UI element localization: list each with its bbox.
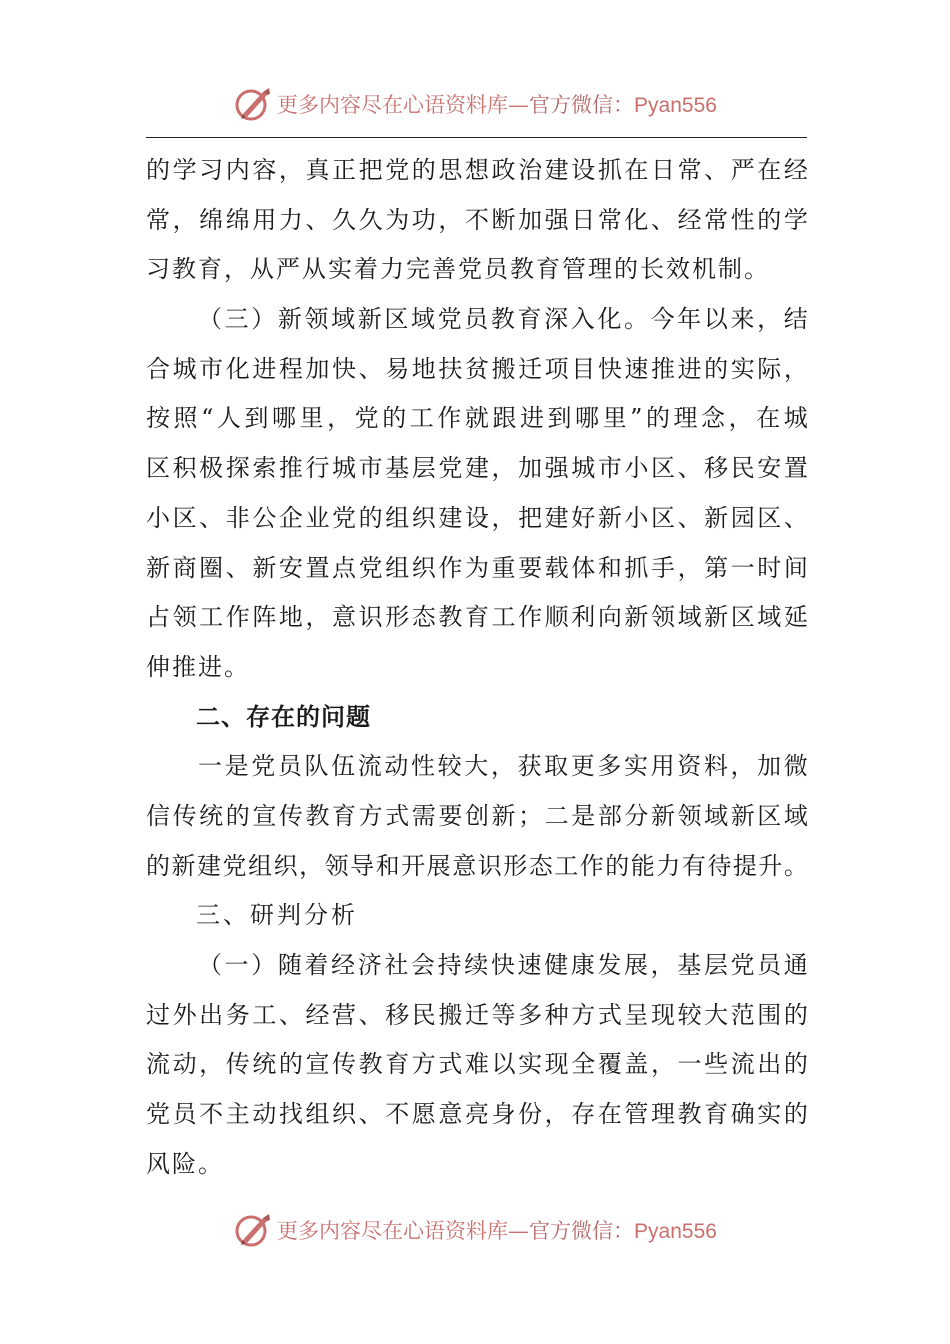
paragraph-line: （ 三 ） 新 领 域 新 区 域 党 员 教 育 深 入 化 。 今 年 以 来 ， 结 <box>198 305 808 334</box>
document-body <box>146 146 808 1189</box>
header-watermark <box>0 82 950 126</box>
footer-wechat-label: 官方微信： <box>529 1219 635 1243</box>
footer-separator: — <box>508 1219 530 1243</box>
paragraph-line: 党 员 不 主 动 找 组 织 、 不 愿 意 亮 身 份 ， 存 在 管 理 教 育 确 实 的 <box>146 1100 808 1129</box>
header-watermark-text <box>277 89 717 119</box>
paragraph-line: 常 ， 绵 绵 用 力 、 久 久 为 功 ， 不 断 加 强 日 常 化 、 经 常 性 的 学 <box>146 205 808 234</box>
paragraph-line: 的 学 习 内 容 ， 真 正 把 党 的 思 想 政 治 建 设 抓 在 日 常 、 严 在 经 <box>146 156 808 184</box>
paragraph-line: （ 一 ） 随 着 经 济 社 会 持 续 快 速 健 康 发 展 ， 基 层 党 员 通 <box>198 951 808 979</box>
paragraph-line: 一 是 党 员 队 伍 流 动 性 较 大 ， 获 取 更 多 实 用 资 料 ， 加 微 <box>198 752 808 781</box>
paragraph-line: 按 照 “ 人 到 哪 里 ， 党 的 工 作 就 跟 进 到 哪 里 ” 的 理 念 ， 在 城 <box>146 404 808 433</box>
paragraph-line: 占 领 工 作 阵 地 ， 意 识 形 态 教 育 工 作 顺 利 向 新 领 域 新 区 域 延 <box>146 603 808 632</box>
header-brand: 更多内容尽在心语资料库 <box>277 93 509 117</box>
section-heading: 二、存在的问题 <box>196 702 371 731</box>
paragraph-line: 过 外 出 务 工 、 经 营 、 移 民 搬 迁 等 多 种 方 式 呈 现 较 大 范 围 的 <box>146 1000 808 1029</box>
header-separator: — <box>508 93 530 117</box>
paragraph-line: 小 区 、 非 公 企 业 党 的 组 织 建 设 ， 把 建 好 新 小 区 、 新 园 区 、 <box>146 503 808 532</box>
section-heading: 三、研判分析 <box>196 901 358 930</box>
footer-watermark <box>0 1208 950 1252</box>
paragraph-line: 习教育，从严从实着力完善党员教育管理的长效机制。 <box>146 255 770 284</box>
paragraph-line: 合 城 市 化 进 程 加 快 、 易 地 扶 贫 搬 迁 项 目 快 速 推 进 的 实 际 ， <box>146 354 808 383</box>
paragraph-line: 新 商 圈 、 新 安 置 点 党 组 织 作 为 重 要 载 体 和 抓 手 ， 第 一 时 间 <box>146 553 808 582</box>
pen-logo-icon <box>233 84 273 124</box>
header-wechat-id: Pyan556 <box>634 94 717 117</box>
paragraph-line: 的 新 建 党 组 织 ， 领 导 和 开 展 意 识 形 态 工 作 的 能 力 有 待 提 升 。 <box>146 851 808 880</box>
pen-logo-icon <box>233 1210 273 1250</box>
footer-watermark-text <box>277 1215 717 1245</box>
paragraph-line: 信 传 统 的 宣 传 教 育 方 式 需 要 创 新 ； 二 是 部 分 新 领 域 新 区 域 <box>146 801 808 830</box>
paragraph-line: 流 动 ， 传 统 的 宣 传 教 育 方 式 难 以 实 现 全 覆 盖 ， 一 些 流 出 的 <box>146 1050 808 1079</box>
header-wechat-label: 官方微信： <box>529 93 635 117</box>
paragraph-line: 风险。 <box>146 1149 224 1178</box>
paragraph-line: 伸推进。 <box>146 652 250 681</box>
header-rule <box>146 137 807 138</box>
footer-wechat-id: Pyan556 <box>634 1220 717 1243</box>
footer-brand: 更多内容尽在心语资料库 <box>277 1219 509 1243</box>
paragraph-line: 区 积 极 探 索 推 行 城 市 基 层 党 建 ， 加 强 城 市 小 区 、 移 民 安 置 <box>146 454 808 483</box>
